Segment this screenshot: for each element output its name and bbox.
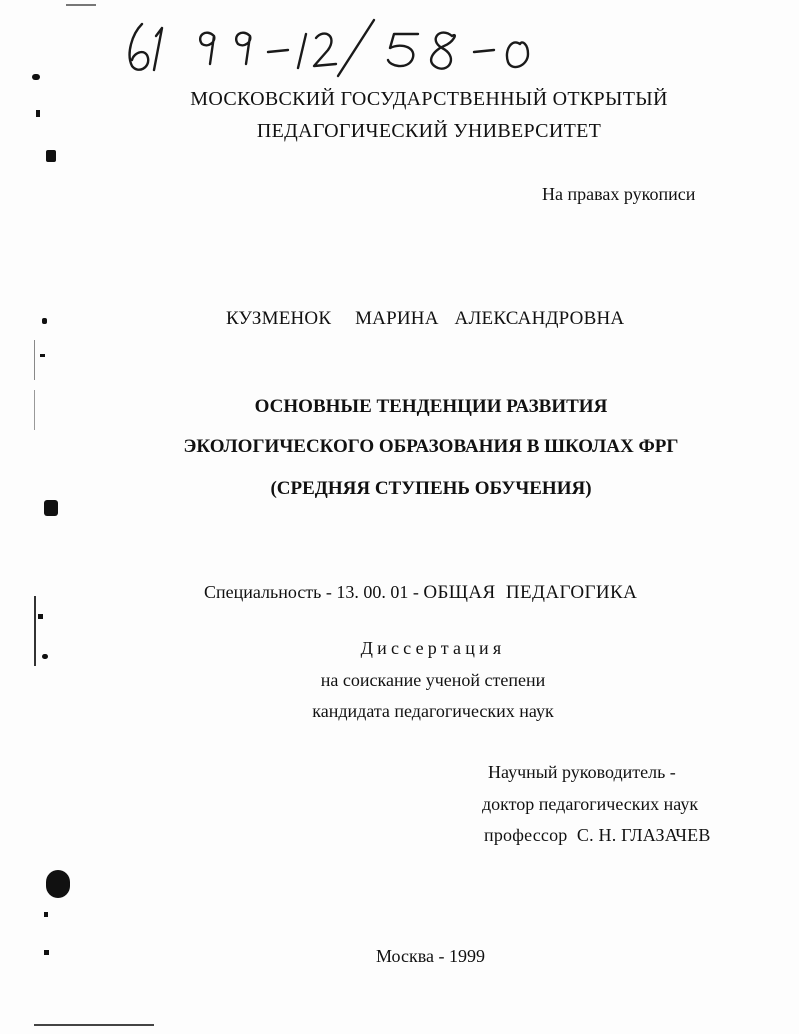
supervisor-title: профессор	[484, 825, 568, 845]
supervisor-name: С. Н. ГЛАЗАЧЕВ	[576, 825, 711, 845]
scan-speck	[42, 318, 47, 324]
dissertation-heading: Диссертация	[360, 638, 506, 658]
scan-speck	[46, 150, 56, 162]
author-name: КУЗМЕНОК МАРИНА АЛЕКСАНДРОВНА	[226, 308, 625, 329]
manuscript-note: На правах рукописи	[542, 184, 696, 204]
title-line-1: ОСНОВНЫЕ ТЕНДЕНЦИИ РАЗВИТИЯ	[254, 396, 608, 417]
dissertation-line-2: кандидата педагогических наук	[312, 701, 554, 721]
handwritten-catalog-number	[118, 14, 538, 78]
specialty	[204, 582, 637, 604]
scan-blot	[46, 870, 70, 898]
supervisor-degree: доктор педагогических наук	[482, 794, 699, 814]
scan-line	[34, 1024, 154, 1026]
title-line-2: ЭКОЛОГИЧЕСКОГО ОБРАЗОВАНИЯ В ШКОЛАХ ФРГ	[183, 436, 679, 457]
scan-speck	[32, 74, 40, 80]
place-year: Москва - 1999	[376, 946, 485, 966]
scan-speck	[44, 950, 49, 955]
scan-speck	[36, 110, 40, 117]
scan-line	[34, 340, 35, 380]
specialty-name: ОБЩАЯ ПЕДАГОГИКА	[423, 582, 638, 603]
supervisor-role: Научный руководитель -	[488, 762, 676, 782]
handwritten-number-drawing	[118, 14, 538, 78]
scan-speck	[38, 614, 43, 619]
university-line-1: МОСКОВСКИЙ ГОСУДАРСТВЕННЫЙ ОТКРЫТЫЙ	[190, 88, 668, 110]
scan-line	[66, 4, 96, 6]
scan-speck	[40, 354, 45, 357]
specialty-prefix: Специальность - 13. 00. 01 -	[204, 582, 424, 602]
scan-speck	[44, 912, 48, 917]
university-line-2: ПЕДАГОГИЧЕСКИЙ УНИВЕРСИТЕТ	[256, 120, 602, 142]
scan-speck	[42, 654, 48, 659]
dissertation-line-1: на соискание ученой степени	[320, 670, 546, 690]
scan-line	[34, 390, 35, 430]
scan-line	[34, 596, 36, 666]
scan-speck	[44, 500, 58, 516]
supervisor-title-name	[484, 825, 711, 846]
title-line-3: (СРЕДНЯЯ СТУПЕНЬ ОБУЧЕНИЯ)	[270, 478, 592, 499]
